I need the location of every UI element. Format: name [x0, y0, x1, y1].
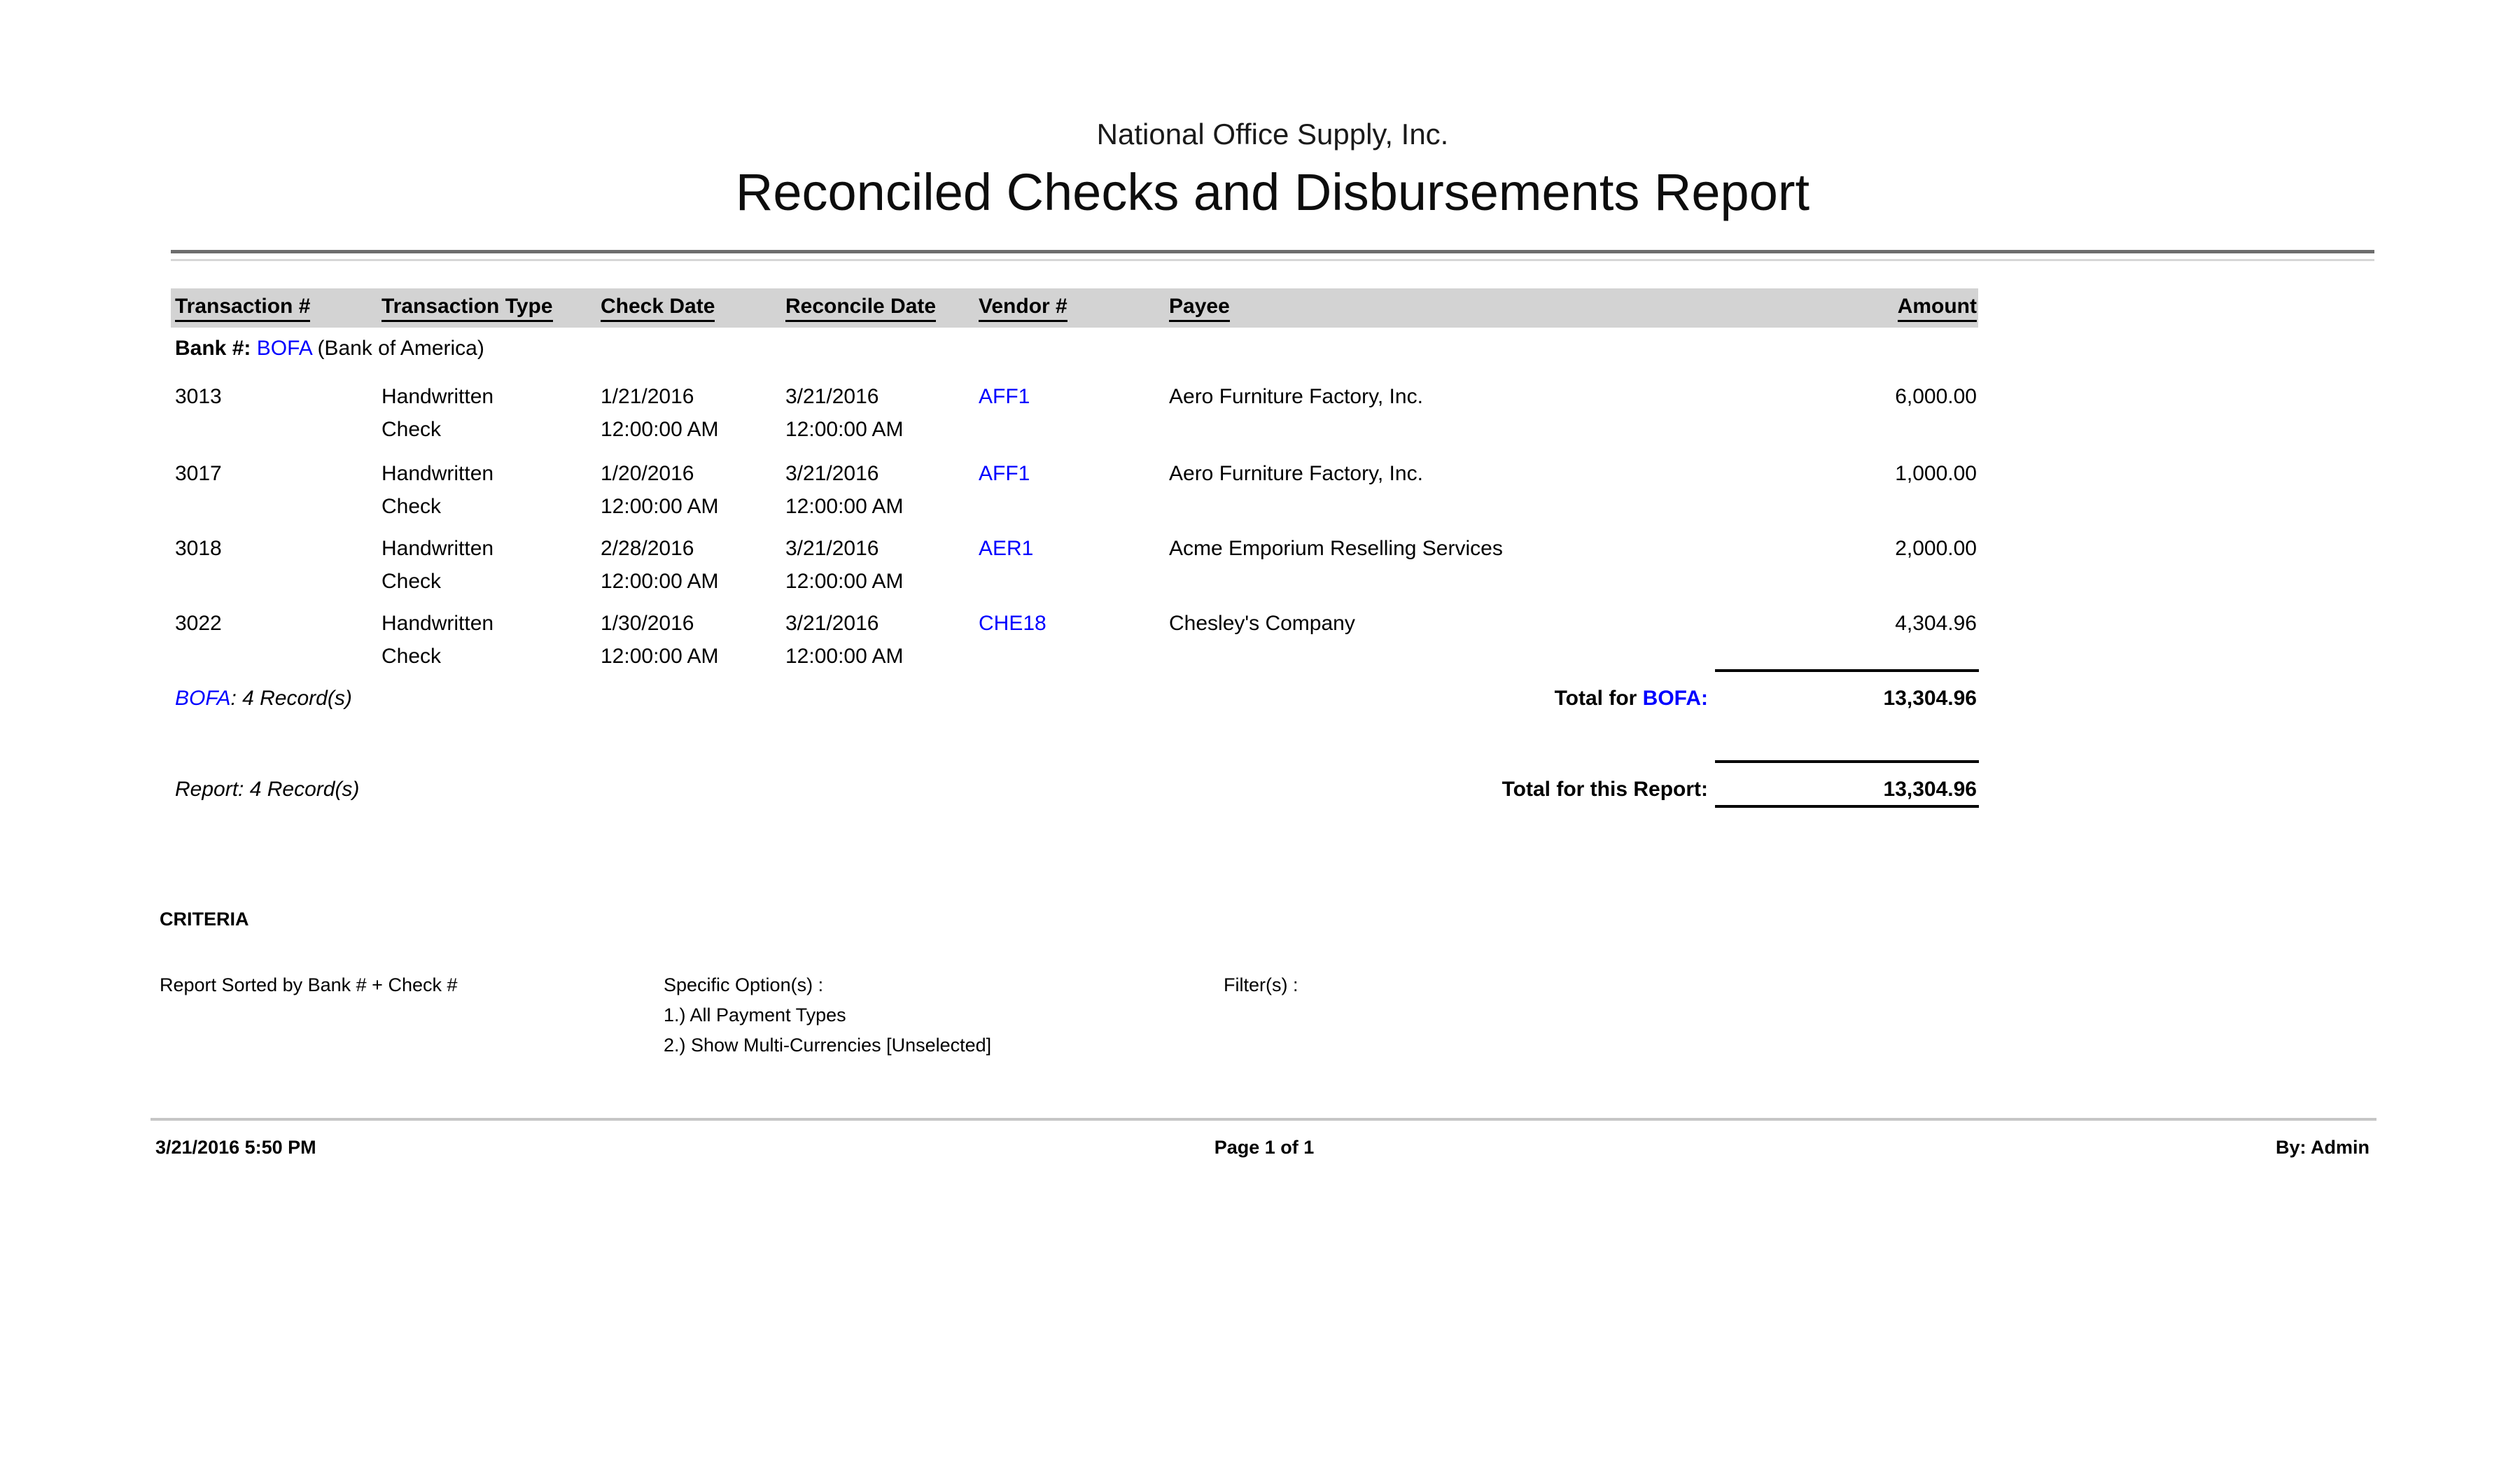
bank-group-header	[175, 332, 484, 365]
column-header-reconcile-date[interactable]: Reconcile Date	[785, 295, 936, 322]
criteria-option: 1.) All Payment Types	[664, 1004, 846, 1026]
payee: Chesley's Company	[1169, 612, 1355, 635]
report-title: Reconciled Checks and Disbursements Report	[735, 163, 1810, 221]
vendor-code-link[interactable]: CHE18	[979, 612, 1046, 635]
check-date: 2/28/2016 12:00:00 AM	[601, 537, 719, 593]
transaction-number: 3018	[175, 537, 222, 560]
report-total-label: Total for this Report:	[1502, 778, 1708, 801]
amount: 1,000.00	[1895, 462, 1977, 485]
payee: Aero Furniture Factory, Inc.	[1169, 462, 1423, 485]
title-divider-dark	[171, 250, 2374, 253]
check-date: 1/20/2016 12:00:00 AM	[601, 462, 719, 518]
criteria-option: 2.) Show Multi-Currencies [Unselected]	[664, 1035, 992, 1056]
amount: 6,000.00	[1895, 385, 1977, 408]
transaction-number: 3013	[175, 385, 222, 408]
transaction-type: Handwritten Check	[382, 537, 494, 593]
transaction-type: Handwritten Check	[382, 612, 494, 668]
amount: 4,304.96	[1895, 612, 1977, 635]
column-header-vendor-number[interactable]: Vendor #	[979, 295, 1068, 322]
group-total-label: Total for BOFA:	[1554, 687, 1708, 710]
reconcile-date: 3/21/2016 12:00:00 AM	[785, 612, 904, 668]
column-header-check-date[interactable]: Check Date	[601, 295, 715, 322]
reconcile-date: 3/21/2016 12:00:00 AM	[785, 385, 904, 441]
vendor-code-link[interactable]: AER1	[979, 537, 1034, 560]
vendor-code-link[interactable]: AFF1	[979, 385, 1030, 408]
reconcile-date: 3/21/2016 12:00:00 AM	[785, 462, 904, 518]
transaction-number: 3017	[175, 462, 222, 485]
group-record-count: BOFA: 4 Record(s)	[175, 687, 352, 710]
transaction-type: Handwritten Check	[382, 462, 494, 518]
column-header-amount[interactable]: Amount	[1898, 295, 1977, 322]
transaction-type: Handwritten Check	[382, 385, 494, 441]
column-header-payee[interactable]: Payee	[1169, 295, 1230, 322]
amount: 2,000.00	[1895, 537, 1977, 560]
report-total-rule-bottom	[1715, 805, 1979, 808]
column-header-transaction-number[interactable]: Transaction #	[175, 295, 310, 322]
company-name: National Office Supply, Inc.	[1096, 118, 1449, 150]
column-header-transaction-type[interactable]: Transaction Type	[382, 295, 553, 322]
criteria-specific-options	[664, 970, 991, 1060]
group-total-rule	[1715, 669, 1979, 672]
title-divider-light	[171, 259, 2374, 261]
bank-group-label: Bank #:	[175, 337, 251, 360]
report-record-count: Report: 4 Record(s)	[175, 778, 360, 801]
group-total-bank-code[interactable]: BOFA:	[1642, 687, 1708, 710]
footer-datetime: 3/21/2016 5:50 PM	[155, 1137, 316, 1158]
criteria-sorted-by: Report Sorted by Bank # + Check #	[160, 974, 458, 995]
report-total-amount: 13,304.96	[1883, 778, 1977, 801]
criteria-specific-options-label: Specific Option(s) :	[664, 974, 824, 995]
report-total-rule-top	[1715, 760, 1979, 763]
criteria-heading: CRITERIA	[160, 909, 249, 930]
footer-page-number: Page 1 of 1	[1214, 1137, 1315, 1158]
transaction-number: 3022	[175, 612, 222, 635]
criteria-filters-label: Filter(s) :	[1224, 974, 1298, 995]
group-total-amount: 13,304.96	[1883, 687, 1977, 710]
payee: Acme Emporium Reselling Services	[1169, 537, 1503, 560]
payee: Aero Furniture Factory, Inc.	[1169, 385, 1423, 408]
reconcile-date: 3/21/2016 12:00:00 AM	[785, 537, 904, 593]
vendor-code-link[interactable]: AFF1	[979, 462, 1030, 485]
bank-code-link[interactable]: BOFA	[256, 337, 312, 360]
footer-divider	[150, 1118, 2376, 1121]
group-record-count-code[interactable]: BOFA	[175, 687, 231, 710]
check-date: 1/30/2016 12:00:00 AM	[601, 612, 719, 668]
bank-name: (Bank of America)	[317, 337, 484, 360]
footer-by-user: By: Admin	[2276, 1137, 2370, 1158]
check-date: 1/21/2016 12:00:00 AM	[601, 385, 719, 441]
